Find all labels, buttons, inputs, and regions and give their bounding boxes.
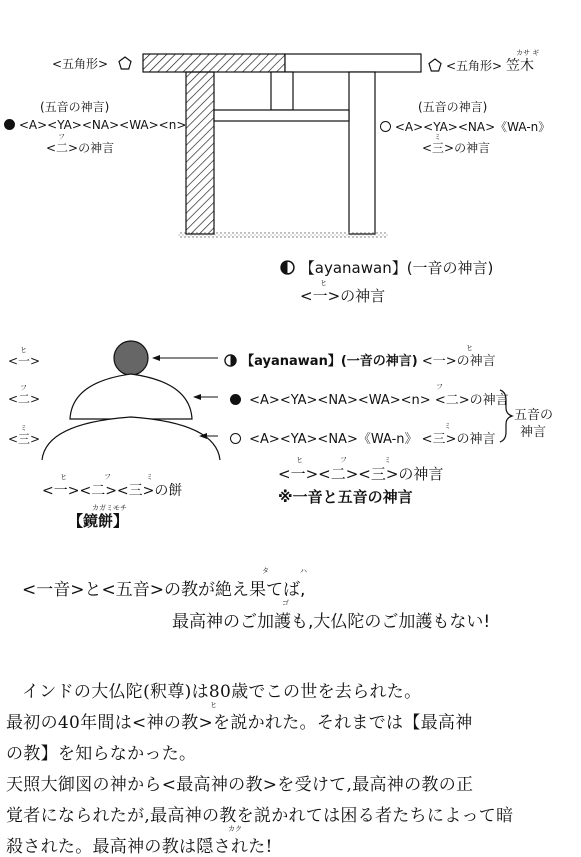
paragraph-line-1: インドの大仏陀(釈尊)は80歳でこの世を去られた。: [22, 682, 422, 702]
orange-ball: [114, 341, 148, 375]
right-pentagon-label: <五角形> 笠木: [428, 55, 534, 75]
pentagon-icon: [118, 56, 132, 70]
right-block-title: (五音の神言): [418, 100, 488, 114]
kagami-label-ruby-3: ミ: [20, 424, 27, 432]
statement-line-1: <一音>と<五音>の教が絶え果てば,: [22, 580, 306, 600]
kagami-note: ※一音と五音の神言: [278, 488, 413, 506]
kotoba-ruby-3: ミ: [384, 456, 391, 464]
kasagi-label: 笠木: [505, 58, 534, 74]
kagami-title: 【鏡餅】: [68, 512, 129, 530]
open-circle-icon: [230, 433, 241, 444]
statement-ruby-3: ゴ: [282, 599, 289, 607]
arrow-head-2: [193, 394, 201, 400]
statement-ruby-2: ハ: [300, 567, 307, 575]
mochi-ruby-2: フ: [104, 473, 111, 481]
right-block-kotoba: <三>の神言: [422, 141, 491, 155]
center-caption-ruby: ヒ: [320, 279, 327, 287]
kagami-label-2: <二>: [8, 392, 41, 406]
kagami-row-2: <A><YA><NA><WA><n> <二>の神言: [230, 389, 509, 408]
right-block-sequence: <A><YA><NA>《WA-n》: [380, 118, 550, 135]
kagami-label-ruby-1: ヒ: [20, 346, 27, 354]
kasagi-hatched: [143, 54, 285, 72]
half-circle-icon: [280, 260, 295, 275]
left-block-kotoba: <二>の神言: [46, 141, 115, 155]
kagami-row-ruby-3: ミ: [444, 422, 451, 430]
paragraph-ruby-kaku: カク: [228, 825, 242, 833]
nuki-beam: [214, 110, 349, 121]
kasagi-plain: [285, 54, 421, 72]
lower-mochi: [42, 417, 220, 460]
kagami-mochi-ruby: カガミモチ: [92, 504, 127, 512]
center-caption: 【ayanawan】(一音の神言): [280, 257, 493, 278]
kasagi-ruby: カサ ギ: [516, 49, 540, 57]
brace-label-1: 五音の: [514, 408, 554, 423]
paragraph-line-6: 殺された。最高神の教は隠された!: [6, 837, 273, 857]
ground: [178, 232, 388, 238]
kotoba-ruby-1: ヒ: [296, 456, 303, 464]
brace-label-2: 神言: [520, 425, 547, 440]
open-circle-icon: [380, 121, 391, 132]
left-pillar: [186, 72, 214, 234]
left-block-title: (五音の神言): [40, 100, 110, 114]
paragraph-line-2: 最初の40年間は<神の教>を説かれた。それまでは【最高神: [6, 713, 473, 733]
left-block-sequence: <A><YA><NA><WA><n>: [4, 118, 186, 132]
statement-line-2: 最高神のご加護も,大仏陀のご加護もない!: [172, 612, 491, 632]
paragraph-ruby-kami: ヒ: [210, 701, 217, 709]
center-post: [271, 72, 293, 110]
pentagon-icon: [428, 58, 442, 72]
kagami-kotoba-line: <一><二><三>の神言: [278, 465, 444, 483]
paragraph-line-5: 覚者になられたが,最高神の教を説かれては困る者たちによって暗: [6, 806, 514, 826]
statement-ruby-1: タ: [262, 567, 269, 575]
filled-circle-icon: [230, 394, 241, 405]
mochi-ruby-3: ミ: [146, 473, 153, 481]
center-caption-line2: <一>の神言: [300, 287, 386, 305]
right-pillar: [349, 72, 375, 234]
kagami-label-1: <一>: [8, 354, 41, 368]
upper-mochi: [70, 374, 192, 419]
kagami-row-ruby-2: フ: [436, 383, 443, 391]
kagami-row-ruby-1: ヒ: [466, 344, 473, 352]
kagami-label-ruby-2: フ: [20, 384, 27, 392]
left-block-ruby: フ: [58, 133, 65, 141]
half-circle-icon: [224, 354, 237, 367]
kagami-row-1: 【ayanawan】(一音の神言) <一>の神言: [224, 350, 496, 369]
paragraph-line-4: 天照大御図の神から<最高神の教>を受けて,最高神の教の正: [6, 775, 474, 795]
arrow-head-1: [152, 355, 160, 361]
mochi-ruby-1: ヒ: [60, 473, 67, 481]
filled-circle-icon: [4, 119, 15, 130]
kagami-mochi-line: <一><二><三>の餅: [42, 483, 183, 499]
left-pentagon-label: <五角形>: [52, 55, 132, 72]
paragraph-line-3: の教】を知らなかった。: [6, 744, 197, 764]
kagami-label-3: <三>: [8, 432, 41, 446]
kagami-row-3: <A><YA><NA>《WA-n》 <三>の神言: [230, 428, 495, 447]
right-block-ruby: ミ: [434, 133, 441, 141]
kotoba-ruby-2: フ: [340, 456, 347, 464]
